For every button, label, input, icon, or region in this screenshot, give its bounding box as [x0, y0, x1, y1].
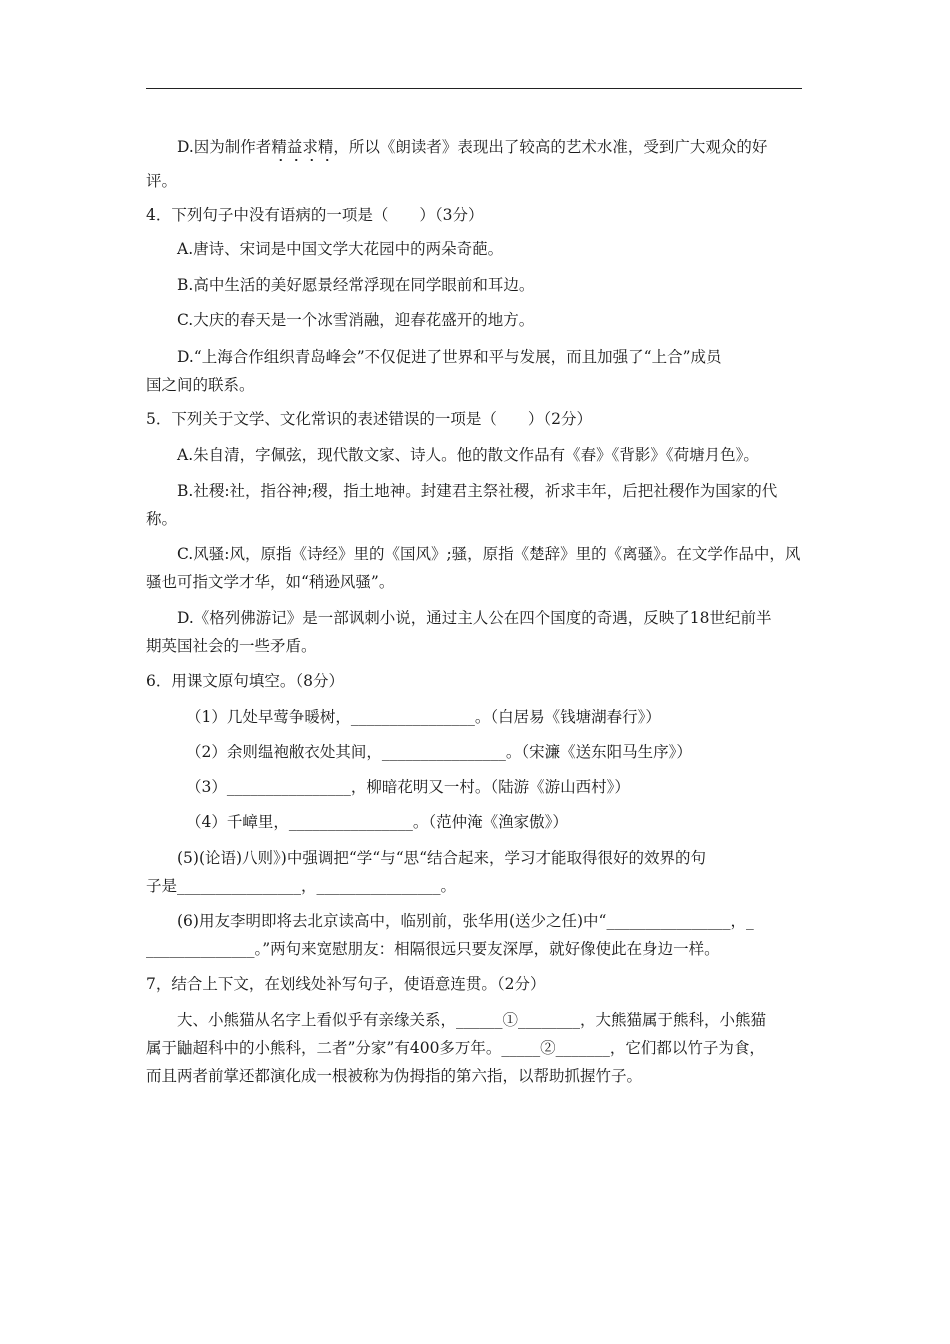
q6-item-2: （2）余则缊袍敝衣处其间，________________。（宋濂《送东阳马生序》） [186, 743, 692, 761]
q7-stem: 7，结合上下文，在划线处补写句子，使语意连贯。（2分） [146, 975, 546, 993]
q4-option-a: A.唐诗、宋词是中国文学大花园中的两朵奇葩。 [177, 240, 504, 258]
q3-option-d-text-post: ，所以《朗读者》表现出了较高的艺术水准，受到广大观众的好 [333, 138, 768, 156]
q6-item-6-line2: ______________。”两句来宽慰朋友：相隔很远只要友深厚，就好像使此在身边一样。 [146, 940, 720, 958]
q6-item-4: （4）千嶂里，________________。（范仲淹《渔家傲》） [186, 813, 568, 831]
q5-option-d-line2: 期英国社会的一些矛盾。 [146, 637, 317, 655]
q5-option-d-line1: D.《格列佛游记》是一部讽刺小说，通过主人公在四个国度的奇遇，反映了18世纪前半 [177, 609, 772, 627]
q6-item-6-line1: (6)用友李明即将去北京读高中，临别前，张华用(送少之任)中“________________，_ [177, 912, 754, 930]
q6-item-1: （1）几处早莺争暖树，________________。（白居易《钱塘湖春行》） [186, 708, 661, 726]
q5-stem: 5．下列关于文学、文化常识的表述错误的一项是（ ）（2分） [146, 410, 592, 428]
q4-option-b: B.高中生活的美好愿景经常浮现在同学眼前和耳边。 [177, 276, 535, 294]
q4-stem: 4．下列句子中没有语病的一项是（ ）（3分） [146, 206, 484, 224]
q5-option-b-line1: B.社稷:社，指谷神;稷，指土地神。封建君主祭社稷，祈求丰年，后把社稷作为国家的代 [177, 482, 778, 500]
q3-option-d-line2: 评。 [146, 172, 178, 190]
q7-paragraph-line1: 大、小熊猫从名字上看似乎有亲缘关系，______①________，大熊猫属于熊科，小熊猫 [177, 1011, 767, 1029]
q5-option-b-line2: 称。 [146, 510, 178, 528]
q6-item-5-line1: (5)(论语)八则》)中强调把“学“与“思“结合起来，学习才能取得很好的效界的句 [177, 849, 707, 867]
q5-option-a: A.朱自清，字佩弦，现代散文家、诗人。他的散文作品有《春》《背影》《荷塘月色》。 [177, 446, 759, 464]
q3-option-d-text-pre: D.因为制作者 [177, 138, 272, 156]
header-rule [146, 88, 802, 89]
q6-stem: 6．用课文原句填空。（8分） [146, 672, 344, 690]
q4-option-d-line2: 国之间的联系。 [146, 376, 255, 394]
q4-option-c: C.大庆的春天是一个冰雪消融，迎春花盛开的地方。 [177, 311, 535, 329]
q3-option-d [146, 138, 802, 190]
q5-option-c-line2: 骚也可指文学才华，如“稍逊风骚”。 [146, 573, 395, 591]
q7-paragraph-line2: 属于鼬超科中的小熊科，二者”分家”有400多万年。_____②_______，它们都以竹子为食， [146, 1039, 765, 1057]
q6-item-5-line2: 子是________________，________________。 [146, 877, 457, 895]
q7-paragraph-line3: 而且两者前掌还都演化成一根被称为伪拇指的第六指，以帮助抓握竹子。 [146, 1067, 643, 1085]
q6-item-3: （3）________________，柳暗花明又一村。（陆游《游山西村》） [186, 778, 630, 796]
q5-option-c-line1: C.风骚:风，原指《诗经》里的《国风》;骚，原指《楚辞》里的《离骚》。在文学作品中，风 [177, 545, 801, 563]
q4-option-d-line1: D.“上海合作组织青岛峰会”不仅促进了世界和平与发展，而且加强了“上合”成员 [177, 348, 722, 366]
q3-option-d-emphasis: 精益求精 [271, 138, 334, 156]
